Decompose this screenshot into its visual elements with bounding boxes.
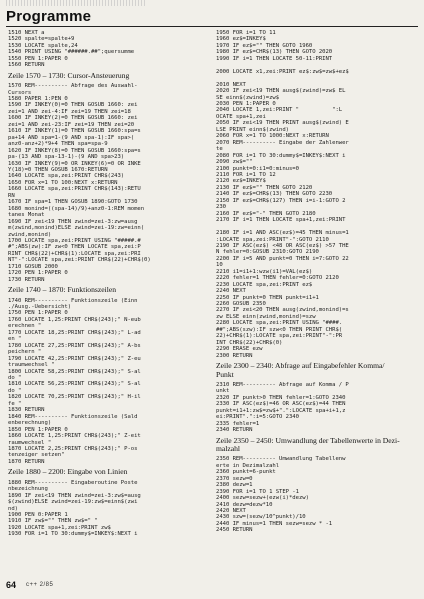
left-column <box>8 30 205 592</box>
code-listing: 1740 REM---------- Funktionszeile (Einn ./Ausg.-Uebersicht) 1750 PEN 1:PAPER 0 1760 LOCATE 1,25:PRINT CHR$(243);" N-eub erechnen " 1770 LOCATE 18,25:PRINT CHR$(243);" L-ad en " 1780 LOCATE 27,25:PRINT CHR$(243);" A-bs peichern " 1790 LOCATE 42,25:PRINT CHR$(243);" Z-eu traumwechsel " 1800 LOCATE 58,25:PRINT CHR$(243);" S-al do " 1810 LOCATE 56,25:PRINT CHR$(243);" S-al do " 1820 LOCATE 70,25:PRINT CHR$(243);" H-il fe " 1830 RETURN 1840 REM---------- Funktionszeile (Sald enberechnung) 1850 PEN 1:PAPER 0 1860 LOCATE 1,25:PRINT CHR$(243);" Z-eit raumwechsel " 1870 LOCATE 2,25:PRINT CHR$(243);" P-os tenzeiger setzen" 1870 RETURN <box>8 297 141 465</box>
section-heading: Zeile 1570 – 1730: Cursor-Ansteuerung <box>8 70 130 80</box>
header-rule <box>6 26 418 27</box>
code-listing: 1950 FOR i=1 TO 11 1960 ez$=INKEY$ 1970 IF ez$="" THEN GOTO 1960 1980 IF ez$=CHR$(13) THEN GOTO 2020 1990 IF i=1 THEN LOCATE 50-11:PRINT 2000 LOCATE x1,zei:PRINT ez$:zw$=zw$+ez$ 2010 NEXT 2020 IF zei<19 THEN ausg$(zwind)=zw$ EL SE einn$(zwind)=zw$ 2030 PEN 1:PAPER 0 2040 LOCATE 1,zei:PRINT " ":L OCATE spa+1,zei 2050 IF zei<19 THEN PRINT ausg$(zwind) E LSE PRINT einn$(zwind) 2060 FOR x=1 TO 1000:NEXT x:RETURN 2070 REM---------- Eingabe der Zahlenwer te 2080 FOR i=1 TO 30:dummy$=INKEY$:NEXT i 2090 zw$="" 2100 punkt=0:i1=0:minus=0 2110 FOR i=1 TO 12 2120 ez$=INKEY$ 2130 IF ez$="" THEN GOTO 2120 2140 IF ez$=CHR$(13) THEN GOTO 2230 2150 IF ez$=CHR$(127) THEN i=i-1:GOTO 2 230 2160 IF ez$="-" THEN GOTO 2180 2170 IF i=1 THEN LOCATE spa+1,zei:PRINT 2180 IF i=1 AND ASC(ez$)=45 THEN minus=1 :LOCATE spa,zei:PRINT"-":GOTO 2110 2190 IF ASC(ez$) <48 OR ASC(ez$) >57 THE N fehler=0:GOSUB 2310:GOTO 2190 2200 IF i=5 AND punkt=0 THEN i=7:GOTO 22 10 2210 i1=i1+1:wzw(i1)=VAL(ez$) 2220 fehler=1 THEN fehler=0:GOTO 2120 2230 LOCATE spa,zei:PRINT ez$ 2240 NEXT 2250 IF punkt=0 THEN punkt=i1+1 2260 GOSUB 2350 2270 IF zei<20 THEN ausg(zwind,monind)=s zw ELSE einn(zwind,monind)=szw 2280 LOCATE spa,zei:PRINT USING "####. ##";ABS(szw):IF szw<0 THEN PRINT CHR$( 22)+CHR$(1):LOCATE spa,zei:PRINT"-":PR INT CHR$(22)+CHR$(0) 2290 ERASE ezw 2300 RETURN <box>216 30 349 359</box>
section-heading: Zeile 2350 – 2450: Umwandlung der Tabellenwerte in Dezi- malzahl <box>216 435 400 453</box>
section-heading: Zeile 2300 – 2340: Abfrage auf Eingabefehler Komma/ Punkt <box>216 361 385 379</box>
code-listing: 1510 NEXT a 1520 spalte=spalte+9 1530 LOCATE spalte,24 1540 PRINT USING "######.##";quersumme 1550 PEN 1:PAPER 0 1560 RETURN <box>8 30 135 69</box>
page-number: 64 <box>6 580 17 590</box>
right-column <box>216 30 420 592</box>
code-listing: 2310 REM---------- Abfrage auf Komma / P unkt 2320 IF punkt>0 THEN fehler=1:GOTO 2340 2330 IF ASC(ez$)=46 OR ASC(ez$)=44 THEN punkt=i1+1:zw$=zw$+".":LOCATE spa+i+1,z ei:PRINT".":i=5:GOTO 2340 2335 fehler=1 2340 RETURN <box>216 381 349 434</box>
magazine-issue: c++ 2/85 <box>26 582 54 588</box>
code-listing: 1570 REM---------- Abfrage des Auswahl- Cursors 1580 PAPER 1:PEN 0 1590 IF INKEY(0)=0 THEN GOSUB 1660: zei zei=1 AND zei-4:IF zei=19 THEN zei=18 1600 IF INKEY(2)=0 THEN GOSUB 1660: zei zei=1 AND zei-23:IF zei=19 THEN zei=20 1610 IF INKEY(1)=0 THEN GOSUB 1660:spa=s pa+14 AND spa=1-(9 AND spa-1):IF spa>( anz0-anz+2)*9+4 THEN spa=spa-9 1620 IF INKEY(8)=0 THEN GOSUB 1660:spa=s pa-(13 AND spa-13-1)-(9 AND spa>23) 1630 IF INKEY(9)=0 OR INKEY(6)=0 OR INKE Y(18)=0 THEN GOSUB 1670:RETURN 1640 LOCATE spa,zei:PRINT CHR$(243) 1650 FOR x=1 TO 100:NEXT x:RETURN 1660 LOCATE spa,zei:PRINT CHR$(143):RETU RN 1670 IF spa=1 THEN GOSUB 1890:GOTO 1730 1680 monind=((spa-14)/9)+anz0-1:REM momen tanes Monat 1690 IF zei<19 THEN zwind=zei-3:zw=ausg m(zwind,monind)ELSE zwind=zei-19:zw=einn( zwind,monind) 1700 LOCATE spa,zei:PRINT USING "#####.# #";ABS(zw):IF zw<0 THEN LOCATE spa,zei:P RINT CHR$(22)+CHR$(1):LOCATE spa,zei:PRI NT"-":LOCATE spa,zei:PRINT CHR$(22)+CHR$(0) 1710 GOSUB 2000 1720 PEN 1:PAPER 0 1730 RETURN <box>8 83 151 283</box>
section-heading: Zeile 1880 – 2200: Eingabe von Linien <box>8 467 128 477</box>
code-listing: 1880 REM---------- Eingaberoutine Poste nbezeichnung 1890 IF zei<19 THEN zwind=zei-3:zw$=ausg $(zwind)ELSE zwind=zei-19:zw$=einn$(zwi nd) 1900 PEN 0:PAPER 1 1910 IF zw$="" THEN zw$=" " 1920 LOCATE spa+1,zei:PRINT zw$ 1930 FOR i=1 TO 30:dummy$=INKEY$:NEXT i <box>8 479 141 538</box>
code-listing: 2350 REM---------- Umwandlung Tabellenw erte in Dezimalzahl 2360 punkt=6-punkt 2370 sezw=0 2380 dezw=1 2390 FOR i=1 TO 1 STEP -1 2400 sezw=sezw+(ezw(i)*dezw) 2410 dezw=dezw*10 2420 NEXT 2430 szw=(sezw/10^punkt)/10 2440 IF minus=1 THEN sezw=sezw * -1 2450 RETURN <box>216 456 346 534</box>
page-title: Programme <box>6 8 92 25</box>
header-pattern <box>6 0 146 6</box>
section-heading: Zeile 1740 – 1870: Funktionszeilen <box>8 285 116 295</box>
